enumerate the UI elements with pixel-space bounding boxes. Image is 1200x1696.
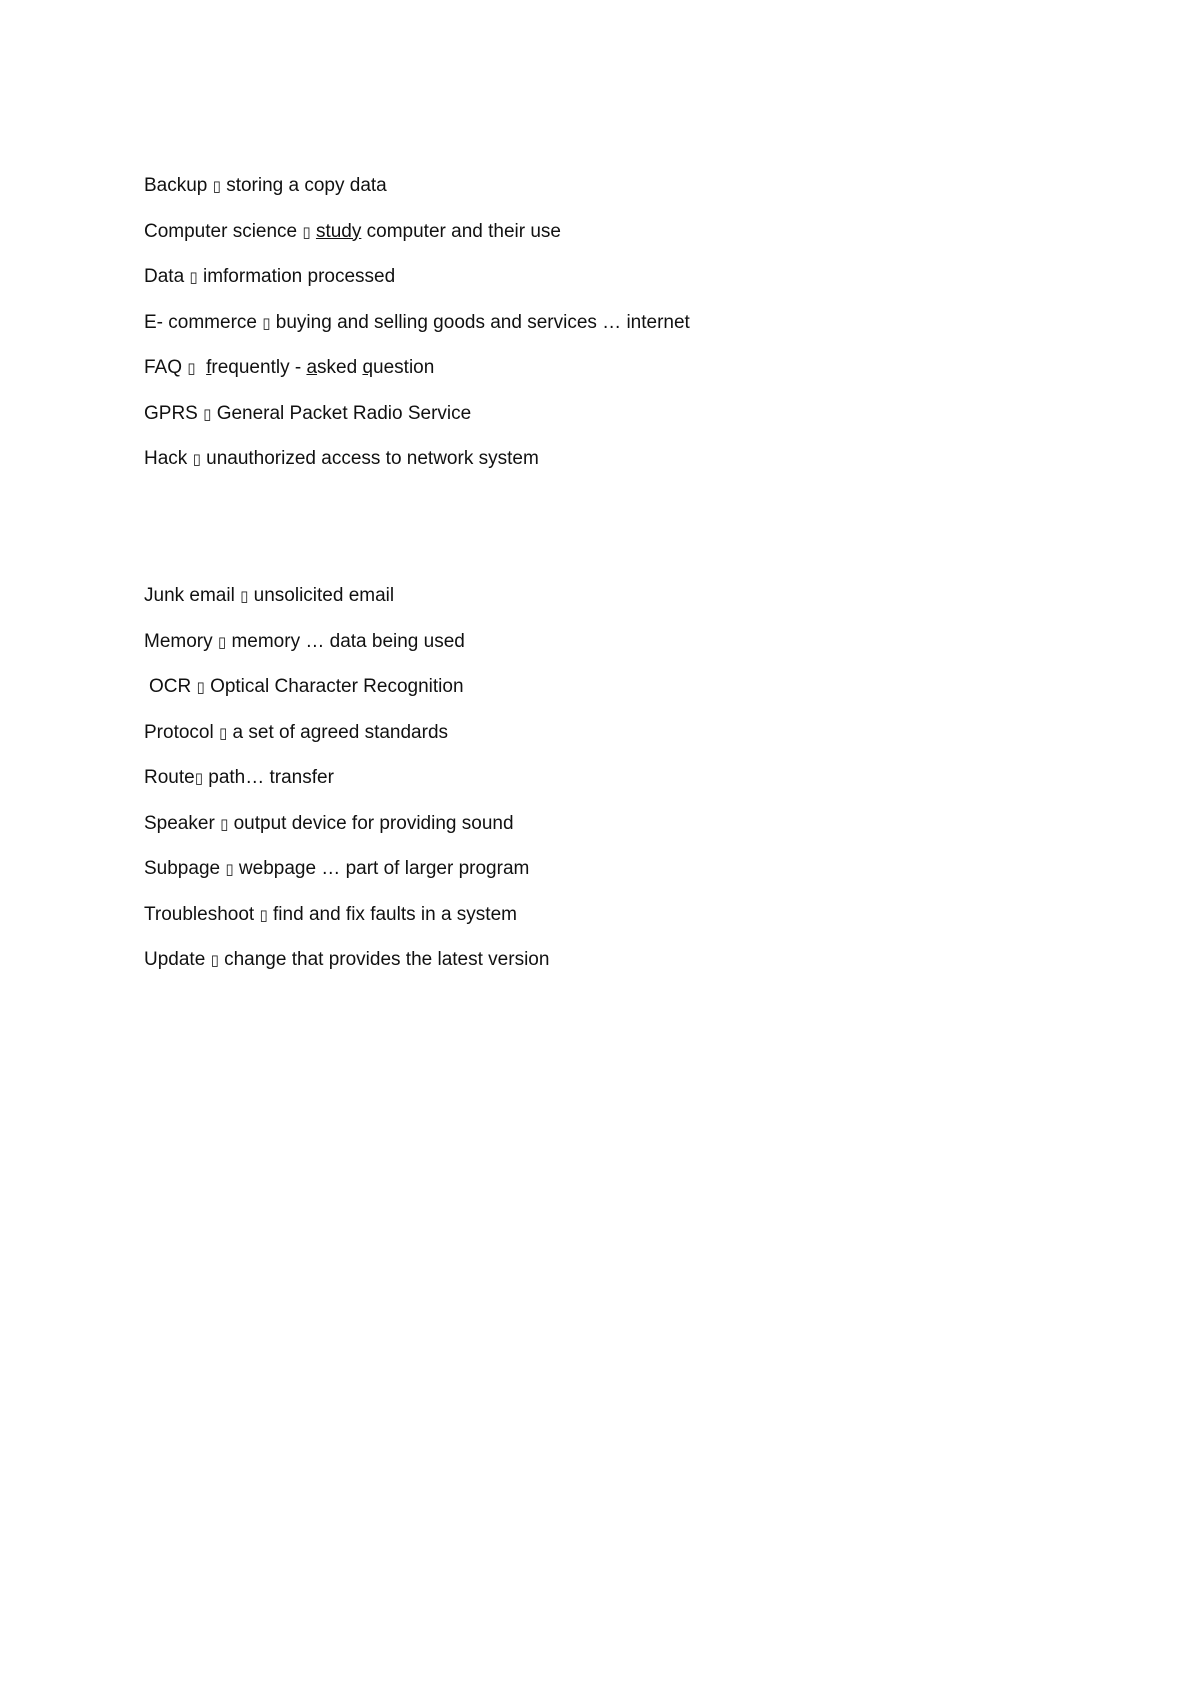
- term: Speaker: [144, 812, 215, 834]
- definition: output device for providing sound: [233, 812, 514, 834]
- term: Subpage: [144, 858, 221, 879]
- entry-protocol: [144, 721, 1044, 745]
- entry-faq: [144, 356, 1044, 380]
- arrow-icon: ▯: [203, 404, 212, 423]
- term: GPRS: [144, 402, 198, 424]
- term: Troubleshoot: [144, 903, 255, 925]
- arrow-icon: ▯: [189, 268, 198, 286]
- arrow-icon: ▯: [262, 313, 271, 332]
- definition: unsolicited email: [253, 585, 395, 606]
- entry-troubleshoot: [144, 903, 1044, 927]
- entry-backup: [144, 174, 1044, 198]
- arrow-icon: ▯: [192, 450, 201, 468]
- arrow-icon: ▯: [212, 177, 221, 195]
- definition: memory … data being used: [231, 630, 465, 652]
- term: Protocol: [144, 721, 214, 743]
- arrow-icon: ▯: [225, 860, 234, 878]
- definition: find and fix faults in a system: [273, 903, 517, 925]
- definition-underlined: q: [362, 357, 374, 378]
- glossary-group-2: [144, 584, 1044, 994]
- entry-gprs: [144, 402, 1044, 426]
- arrow-icon: ▯: [302, 222, 311, 241]
- arrow-icon: ▯: [210, 951, 219, 969]
- entry-subpage: [144, 857, 1044, 881]
- entry-route: [144, 766, 1044, 790]
- definition: buying and selling goods and services … internet: [275, 311, 690, 333]
- term: Junk email: [144, 585, 235, 606]
- definition: sked: [317, 357, 363, 378]
- term: Route: [144, 767, 195, 788]
- definition: Optical Character Recognition: [210, 676, 464, 697]
- entry-junk-email: [144, 584, 1044, 608]
- arrow-icon: ▯: [217, 632, 227, 651]
- entry-update: [144, 948, 1044, 972]
- entry-e-commerce: [144, 311, 1044, 335]
- definition: a set of agreed standards: [232, 721, 449, 743]
- definition: requently -: [211, 357, 307, 378]
- arrow-icon: ▯: [196, 678, 205, 696]
- term: Update: [144, 949, 206, 970]
- term: E- commerce: [144, 311, 257, 333]
- entry-hack: [144, 447, 1044, 471]
- glossary-group-1: [144, 174, 1044, 493]
- definition: path… transfer: [208, 767, 334, 788]
- term: OCR: [149, 676, 192, 697]
- definition: computer and their use: [366, 220, 561, 242]
- term: Backup: [144, 175, 208, 196]
- entry-speaker: [144, 812, 1044, 836]
- definition: storing a copy data: [226, 175, 387, 196]
- arrow-icon: ▯: [259, 905, 268, 924]
- term: Memory: [144, 630, 213, 652]
- definition: General Packet Radio Service: [216, 402, 472, 424]
- arrow-icon: ▯: [240, 587, 249, 605]
- arrow-icon: ▯: [218, 723, 228, 742]
- definition: imformation processed: [202, 266, 396, 287]
- definition: webpage … part of larger program: [238, 858, 530, 879]
- definition: unauthorized access to network system: [206, 448, 539, 469]
- entry-memory: [144, 630, 1044, 654]
- arrow-icon: ▯: [187, 359, 196, 377]
- term: Computer science: [144, 220, 298, 242]
- arrow-icon: ▯: [194, 769, 203, 787]
- definition-underlined: a: [306, 357, 318, 378]
- entry-computer-science: [144, 220, 1044, 244]
- entry-data: [144, 265, 1044, 289]
- definition-underlined: f: [206, 357, 212, 378]
- arrow-icon: ▯: [220, 814, 229, 833]
- definition-underlined: study: [315, 220, 362, 242]
- term: Data: [144, 266, 185, 287]
- term: FAQ: [144, 357, 183, 378]
- definition: change that provides the latest version: [224, 949, 550, 970]
- term: Hack: [144, 448, 188, 469]
- definition: uestion: [373, 357, 435, 378]
- entry-ocr: [144, 675, 1044, 699]
